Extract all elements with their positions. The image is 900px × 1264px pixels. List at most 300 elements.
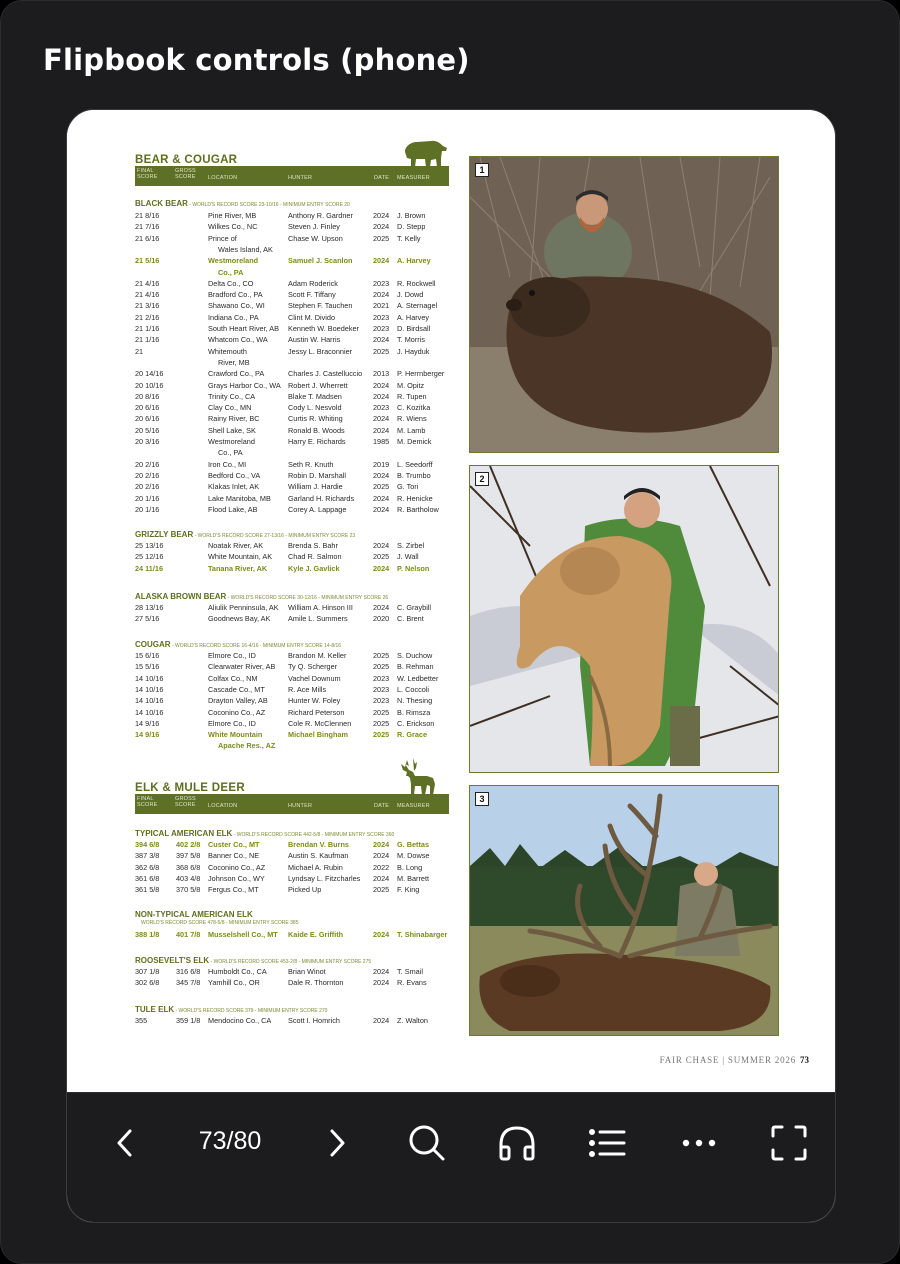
date: 2023 <box>373 278 390 288</box>
table-row <box>135 323 465 334</box>
col-gross-score: GROSS SCORE <box>175 796 196 809</box>
final-score: 20 1/16 <box>135 493 160 503</box>
hunter-name: Garland H. Richards <box>288 493 355 503</box>
date: 1985 <box>373 437 390 446</box>
measurer: G. Bettas <box>397 840 430 849</box>
location: Delta Co., CO <box>208 278 254 288</box>
previous-page-button[interactable] <box>105 1117 145 1169</box>
measurer: L. Seedorff <box>397 459 433 469</box>
location: Pine River, MB <box>208 211 257 220</box>
bear-silhouette-icon <box>401 138 449 168</box>
table-row <box>135 380 465 391</box>
measurer: M. Barrett <box>397 873 430 883</box>
hunter-name: William A. Hinson III <box>288 603 353 612</box>
final-score: 15 6/16 <box>135 651 160 660</box>
final-score: 20 5/16 <box>135 425 160 435</box>
hunter-name: William J. Hardie <box>288 482 343 492</box>
measurer: P. Herrnberger <box>397 369 445 379</box>
hunter-name: Blake T. Madsen <box>288 391 342 401</box>
measurer: D. Birdsall <box>397 324 431 333</box>
final-score: 387 3/8 <box>135 851 160 861</box>
final-score: 21 1/16 <box>135 335 160 345</box>
final-score: 361 6/8 <box>135 873 160 883</box>
more-options-button[interactable] <box>677 1117 721 1169</box>
measurer: D. Stepp <box>397 222 426 232</box>
measurer: T. Smail <box>397 967 423 976</box>
date: 2024 <box>373 563 390 573</box>
measurer: A. Harvey <box>397 312 430 322</box>
gross-score: 402 2/8 <box>176 840 201 849</box>
location: Flood Lake, AB <box>208 504 258 514</box>
species-record-scores: - WORLD'S RECORD SCORE 453-2/8 - MINIMUM ENTRY SCORE 275 <box>209 959 372 965</box>
table-row <box>135 602 465 613</box>
location: Johnson Co., WY <box>208 873 265 883</box>
final-score: 14 9/16 <box>135 730 160 740</box>
final-score: 21 4/16 <box>135 278 160 288</box>
date: 2019 <box>373 459 390 469</box>
col-gross-score: GROSS SCORE <box>175 168 196 181</box>
table-row <box>135 436 465 447</box>
table-row <box>135 850 465 861</box>
date: 2025 <box>373 662 390 672</box>
chevron-left-icon <box>114 1128 136 1158</box>
table-row <box>135 289 465 300</box>
species-title <box>135 640 341 649</box>
date: 2024 <box>373 967 390 976</box>
final-score: 394 6/8 <box>135 840 160 849</box>
location: Wilkes Co., NC <box>208 222 258 232</box>
col-date: DATE <box>374 175 390 181</box>
location: Bradford Co., PA <box>208 290 263 300</box>
hunter-name: Brendan V. Burns <box>288 840 349 849</box>
flipbook-toolbar <box>67 1092 836 1223</box>
hunter-name: Ronald B. Woods <box>288 425 345 435</box>
location: Coconino Co., AZ <box>208 862 266 872</box>
location: Klakas Inlet, AK <box>208 482 260 492</box>
search-button[interactable] <box>405 1117 449 1169</box>
hunter-name: Picked Up <box>288 885 322 895</box>
hunter-name: Ty Q. Scherger <box>288 662 338 672</box>
measurer: T. Shinabarger <box>397 930 448 939</box>
final-score: 27 5/16 <box>135 614 160 624</box>
hunter-name: Brian Winot <box>288 967 326 976</box>
date: 2024 <box>373 222 390 232</box>
hunter-name: Cody L. Nesvold <box>288 403 342 413</box>
table-row <box>135 312 465 323</box>
measurer: T. Morris <box>397 335 425 345</box>
location: Drayton Valley, AB <box>208 696 268 706</box>
measurer: R. Wiens <box>397 414 427 424</box>
measurer: M. Dowse <box>397 851 430 861</box>
cougar-photo-illustration <box>470 466 779 773</box>
elk-column-header-bar <box>135 794 449 814</box>
final-score: 21 7/16 <box>135 222 160 232</box>
col-hunter: HUNTER <box>288 175 313 181</box>
measurer: R. Grace <box>397 730 428 740</box>
location: Westmoreland <box>208 256 259 266</box>
location: Indiana Co., PA <box>208 312 259 322</box>
table-row <box>135 368 465 379</box>
measurer: S. Duchow <box>397 651 433 660</box>
species-record-scores: - WORLD'S RECORD SCORE 379 - MINIMUM ENTRY SCORE 270 <box>174 1008 328 1014</box>
measurer: A. Sternagel <box>397 301 438 311</box>
elk-section-title: ELK & MULE DEER <box>135 782 245 794</box>
fullscreen-button[interactable] <box>767 1117 811 1169</box>
species-name: NON-TYPICAL AMERICAN ELK <box>135 910 253 919</box>
date: 2023 <box>373 696 390 706</box>
final-score: 14 10/16 <box>135 684 164 694</box>
gross-score: 368 6/8 <box>176 862 201 872</box>
table-row <box>135 255 465 266</box>
audio-button[interactable] <box>495 1117 539 1169</box>
location: Elmore Co., ID <box>208 718 256 728</box>
final-score: 25 13/16 <box>135 541 164 550</box>
footer-page-number: 73 <box>800 1055 809 1065</box>
magazine-page[interactable] <box>67 110 836 1092</box>
species-record-scores: - WORLD'S RECORD SCORE 442-5/8 - MINIMUM ENTRY SCORE 360 <box>232 832 395 838</box>
species-title <box>135 530 355 539</box>
table-row <box>135 718 465 729</box>
final-score: 21 <box>135 346 144 356</box>
black-bear-photo-illustration <box>470 157 779 453</box>
col-date: DATE <box>374 803 390 809</box>
location: Crawford Co., PA <box>208 369 265 379</box>
table-row <box>135 233 465 244</box>
measurer: J. Wall <box>397 552 419 562</box>
magazine-name: FAIR CHASE | SUMMER 2026 <box>659 1055 796 1065</box>
photo-elk[interactable] <box>469 785 779 1036</box>
location: Noatak River, AK <box>208 541 264 550</box>
hunter-name: R. Ace Mills <box>288 684 327 694</box>
bear-column-header-bar <box>135 166 449 186</box>
col-hunter: HUNTER <box>288 803 313 809</box>
location: Rainy River, BC <box>208 414 260 424</box>
final-score: 28 13/16 <box>135 603 164 612</box>
date: 2023 <box>373 312 390 322</box>
measurer: L. Coccoli <box>397 684 430 694</box>
elk-silhouette-icon <box>397 758 441 796</box>
location: Clearwater River, AB <box>208 662 276 672</box>
hunter-name: Jessy L. Braconnier <box>288 346 353 356</box>
hunter-name: Clint M. Divido <box>288 312 336 322</box>
hunter-name: Corey A. Lappage <box>288 504 347 514</box>
final-score: 355 <box>135 1016 148 1025</box>
table-row <box>135 413 465 424</box>
final-score: 21 8/16 <box>135 211 160 220</box>
species-record-scores: - WORLD'S RECORD SCORE 27-13/16 - MINIMUM ENTRY SCORE 23 <box>193 533 356 539</box>
location-continued: Co., PA <box>218 267 244 277</box>
flipbook-viewer <box>66 109 836 1223</box>
measurer: R. Rockwell <box>397 278 436 288</box>
hunter-name: Adam Roderick <box>288 278 338 288</box>
table-row <box>135 839 465 850</box>
final-score: 20 3/16 <box>135 437 160 446</box>
final-score: 14 10/16 <box>135 696 164 706</box>
measurer: J. Hayduk <box>397 346 430 356</box>
final-score: 21 1/16 <box>135 324 160 333</box>
final-score: 20 6/16 <box>135 414 160 424</box>
hunter-name: Lyndsay L. Fitzcharles <box>288 873 361 883</box>
location: Coconino Co., AZ <box>208 707 266 717</box>
final-score: 20 2/16 <box>135 482 160 492</box>
measurer: R. Bartholow <box>397 504 439 514</box>
date: 2023 <box>373 403 390 413</box>
col-measurer: MEASURER <box>397 175 430 181</box>
chevron-right-icon <box>326 1128 348 1158</box>
hunter-name: Scott F. Tiffany <box>288 290 336 300</box>
species-title <box>135 956 371 965</box>
date: 2024 <box>373 873 390 883</box>
hunter-name: Stephen F. Tauchen <box>288 301 353 311</box>
hunter-name: Steven J. Finley <box>288 222 340 232</box>
hunter-name: Hunter W. Foley <box>288 696 341 706</box>
measurer: B. Rimsza <box>397 707 431 717</box>
date: 2024 <box>373 335 390 345</box>
date: 2024 <box>373 290 390 300</box>
measurer: Z. Walton <box>397 1016 428 1025</box>
gross-score: 401 7/8 <box>176 930 201 939</box>
date: 2024 <box>373 256 390 266</box>
date: 2023 <box>373 673 390 683</box>
date: 2024 <box>373 603 390 612</box>
final-score: 14 10/16 <box>135 707 164 717</box>
species-title <box>135 1005 327 1014</box>
location: Prince of <box>208 233 237 243</box>
species-name: TYPICAL AMERICAN ELK <box>135 829 233 838</box>
table-row <box>135 481 465 492</box>
hunter-name: Curtis R. Whiting <box>288 414 343 424</box>
col-measurer: MEASURER <box>397 803 430 809</box>
location-continued: Wales Island, AK <box>218 244 273 254</box>
location: Whatcom Co., WA <box>208 335 268 345</box>
location-continued: River, MB <box>218 357 250 367</box>
col-location: LOCATION <box>208 803 238 809</box>
table-row <box>135 210 465 221</box>
date: 2025 <box>373 346 390 356</box>
window-title: Flipbook controls (phone) <box>43 43 470 77</box>
table-row <box>135 613 465 624</box>
table-row <box>135 650 465 661</box>
date: 2024 <box>373 425 390 435</box>
measurer: W. Ledbetter <box>397 673 439 683</box>
date: 2024 <box>373 851 390 861</box>
final-score: 307 1/8 <box>135 967 160 976</box>
hunter-name: Kenneth W. Boedeker <box>288 324 359 333</box>
species-record-scores: - WORLD'S RECORD SCORE 23-10/16 - MINIMUM ENTRY SCORE 20 <box>187 202 350 208</box>
species-title <box>135 829 394 838</box>
hunter-name: Anthony R. Gardner <box>288 211 353 220</box>
location: Humboldt Co., CA <box>208 967 267 976</box>
species-name: COUGAR <box>135 640 171 649</box>
location: White Mountain <box>208 730 263 740</box>
location: Custer Co., MT <box>208 840 260 849</box>
date: 2025 <box>373 885 390 895</box>
measurer: A. Harvey <box>397 256 431 266</box>
location: Elmore Co., ID <box>208 651 256 660</box>
measurer: J. Dowd <box>397 290 424 300</box>
table-row <box>135 493 465 504</box>
location: Grays Harbor Co., WA <box>208 380 281 390</box>
hunter-name: Chase W. Upson <box>288 233 343 243</box>
more-horizontal-icon <box>679 1138 719 1148</box>
date: 2024 <box>373 414 390 424</box>
final-score: 21 3/16 <box>135 301 160 311</box>
gross-score: 345 7/8 <box>176 978 201 988</box>
date: 2021 <box>373 301 390 311</box>
hunter-name: Michael Bingham <box>288 730 349 740</box>
table-row <box>135 929 465 940</box>
species-name: GRIZZLY BEAR <box>135 530 194 539</box>
date: 2025 <box>373 707 390 717</box>
date: 2024 <box>373 493 390 503</box>
location: White Mountain, AK <box>208 552 273 562</box>
table-row <box>135 221 465 232</box>
final-score: 25 12/16 <box>135 552 164 562</box>
headphones-icon <box>497 1123 537 1163</box>
hunter-name: Austin S. Kaufman <box>288 851 349 861</box>
measurer: B. Rehman <box>397 662 434 672</box>
species-title <box>135 592 388 601</box>
hunter-name: Austin W. Harris <box>288 335 341 345</box>
next-page-button[interactable] <box>317 1117 357 1169</box>
location: Whitemouth <box>208 346 247 356</box>
hunter-name: Amile L. Summers <box>288 614 348 624</box>
col-final-score: FINAL SCORE <box>137 796 158 809</box>
photo-black-bear[interactable] <box>469 156 779 453</box>
table-row <box>135 684 465 695</box>
final-score: 20 10/16 <box>135 380 164 390</box>
location: Goodnews Bay, AK <box>208 614 271 624</box>
table-row <box>135 346 465 357</box>
final-score: 302 6/8 <box>135 978 160 988</box>
final-score: 21 4/16 <box>135 290 160 300</box>
hunter-name: Cole R. McClennen <box>288 718 352 728</box>
table-row <box>135 977 465 988</box>
final-score: 14 10/16 <box>135 673 164 683</box>
final-score: 20 14/16 <box>135 369 164 379</box>
date: 2024 <box>373 541 390 550</box>
location: Bedford Co., VA <box>208 470 261 480</box>
species-title <box>135 199 350 208</box>
table-of-contents-button[interactable] <box>585 1117 629 1169</box>
final-score: 14 9/16 <box>135 718 160 728</box>
date: 2024 <box>373 504 390 514</box>
measurer: C. Kozitka <box>397 403 431 413</box>
date: 2024 <box>373 1016 390 1025</box>
final-score: 20 6/16 <box>135 403 160 413</box>
col-location: LOCATION <box>208 175 238 181</box>
measurer: R. Henicke <box>397 493 433 503</box>
final-score: 21 2/16 <box>135 312 160 322</box>
species-name: ROOSEVELT'S ELK <box>135 956 210 965</box>
measurer: B. Trumbo <box>397 470 431 480</box>
search-icon <box>407 1123 447 1163</box>
date: 2025 <box>373 651 390 660</box>
list-icon <box>587 1126 627 1160</box>
date: 2025 <box>373 718 390 728</box>
species-name: BLACK BEAR <box>135 199 188 208</box>
location: Shawano Co., WI <box>208 301 265 311</box>
measurer: N. Thesing <box>397 696 433 706</box>
table-row <box>135 391 465 402</box>
date: 2024 <box>373 840 390 849</box>
location-continued: Co., PA <box>218 448 243 458</box>
final-score: 20 2/16 <box>135 470 160 480</box>
location: Yamhill Co., OR <box>208 978 260 988</box>
gross-score: 403 4/8 <box>176 873 201 883</box>
date: 2025 <box>373 730 390 740</box>
table-row <box>135 459 465 470</box>
location: Westmoreland <box>208 437 255 446</box>
date: 2024 <box>373 391 390 401</box>
measurer: M. Lamb <box>397 425 426 435</box>
hunter-name: Samuel J. Scanlon <box>288 256 353 266</box>
date: 2024 <box>373 380 390 390</box>
final-score: 21 6/16 <box>135 233 160 243</box>
measurer: C. Graybill <box>397 603 432 612</box>
final-score: 361 5/8 <box>135 885 160 895</box>
location: Lake Manitoba, MB <box>208 493 271 503</box>
location: Aliulik Penninsula, AK <box>208 603 279 612</box>
measurer: T. Kelly <box>397 233 421 243</box>
table-row <box>135 504 465 515</box>
table-row <box>135 862 465 873</box>
photo-cougar[interactable] <box>469 465 779 773</box>
hunter-name: Kaide E. Griffith <box>288 930 344 939</box>
gross-score: 370 5/8 <box>176 885 201 895</box>
table-row <box>135 425 465 436</box>
table-row <box>135 884 465 895</box>
table-row <box>135 1015 465 1026</box>
hunter-name: Chad R. Salmon <box>288 552 342 562</box>
date: 2025 <box>373 552 390 562</box>
table-row <box>135 470 465 481</box>
gross-score: 397 5/8 <box>176 851 201 861</box>
col-final-score: FINAL SCORE <box>137 168 158 181</box>
date: 2024 <box>373 978 390 988</box>
elk-photo-illustration <box>470 786 779 1036</box>
date: 2024 <box>373 930 390 939</box>
final-score: 24 11/16 <box>135 563 164 573</box>
measurer: B. Long <box>397 862 423 872</box>
measurer: C. Brent <box>397 614 424 624</box>
table-row <box>135 707 465 718</box>
measurer: J. Brown <box>397 211 426 220</box>
measurer: P. Nelson <box>397 563 430 573</box>
hunter-name: Robert J. Wherrett <box>288 380 348 390</box>
measurer: M. Opitz <box>397 380 425 390</box>
species-record-scores: WORLD'S RECORD SCORE 478-5/8 - MINIMUM ENTRY SCORE 385 <box>141 920 299 926</box>
table-row <box>135 673 465 684</box>
location-continued: Apache Res., AZ <box>218 741 276 751</box>
date: 2023 <box>373 324 390 333</box>
table-row <box>135 540 465 551</box>
location: Tanana River, AK <box>208 563 268 573</box>
date: 2020 <box>373 614 390 624</box>
hunter-name: Brenda S. Bahr <box>288 541 338 550</box>
location: Shell Lake, SK <box>208 425 256 435</box>
species-record-scores: - WORLD'S RECORD SCORE 30-12/16 - MINIMUM ENTRY SCORE 26 <box>226 595 389 601</box>
measurer: R. Evans <box>397 978 427 988</box>
table-row <box>135 278 465 289</box>
final-score: 20 1/16 <box>135 504 160 514</box>
measurer: R. Tupen <box>397 391 427 401</box>
final-score: 15 5/16 <box>135 662 160 672</box>
final-score: 20 2/16 <box>135 459 160 469</box>
table-row <box>135 300 465 311</box>
table-row <box>135 334 465 345</box>
table-row <box>135 551 465 562</box>
